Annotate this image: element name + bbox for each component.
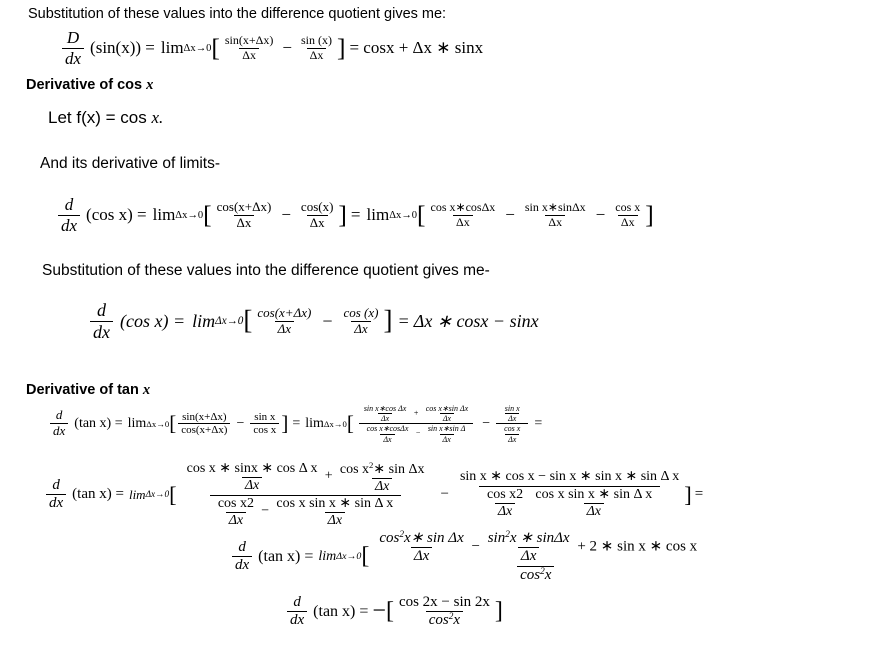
limit-operator: lim [128, 486, 146, 502]
fraction-cosx-sindx: $\frac{\text{cos x∗sin Δx}}{\Delta x}$ [425, 404, 469, 424]
right-denominator [479, 486, 660, 520]
tan-function-label: (tan x) = [313, 602, 369, 620]
fraction-cos-x-plus-dx: $\frac{\cos(x+\Delta x)}{\Delta x}$ [257, 304, 312, 336]
minus-sign-2: − [505, 205, 515, 225]
plus-sign: + [413, 408, 419, 418]
bracket-close: ] [338, 199, 347, 229]
fraction-sin-x: $\frac{\sin (x)}{\Delta x}$ [300, 32, 332, 62]
left-denominator [210, 495, 401, 529]
equation-sin-derivative [60, 28, 483, 68]
fraction-sin-x-plus-dx: $\frac{\sin(x+\Delta x)}{\Delta x}$ [224, 32, 274, 62]
heading-derivative-tan [26, 382, 150, 399]
fraction-sin2x-sindx: $\frac{\sin 2x ∗ \sin\Delta x}{\Delta x}$ [485, 530, 573, 566]
plus-sign: + [324, 468, 333, 484]
d-dx-fraction: $\frac{d}{dx}$ [46, 477, 66, 513]
equals-sign-end: = [534, 415, 543, 431]
tan-function-label: (tan x) = [74, 415, 123, 431]
compound-denominator [359, 423, 474, 443]
let-statement [48, 108, 163, 128]
minus-sign: − [282, 38, 292, 58]
fraction-sin-over-cos-shifted: $\frac{\sin(x+\Delta x)}{\cos(x+\Delta x)}$ [178, 411, 230, 437]
let-text: Let f(x) = cos [48, 108, 147, 127]
equation-tan-step1 [48, 404, 542, 444]
final-numerator [371, 530, 700, 566]
tan-function-label: (tan x) = [258, 547, 314, 565]
fraction-sinx-sind: $\frac{\text{sin x∗sin Δ}}{\Delta x}$ [427, 424, 466, 444]
minus-sign: − [471, 538, 480, 555]
sin-function-label: (sin(x)) = [90, 38, 155, 58]
limit-subscript: Δx→0 [145, 489, 170, 500]
bracket-close: ] [383, 305, 393, 336]
fraction-cos2x-sindx: $\frac{\text{cos2x∗ sin Δx}}{\Delta x}$ [376, 530, 466, 566]
minus-sign: − [322, 310, 333, 331]
right-numerator: sin x ∗ cos x − sin x ∗ sin x ∗ sin Δ x [459, 469, 680, 485]
minus-sign-2: − [482, 415, 491, 431]
final-denominator: cos2x [426, 611, 463, 629]
compound-fraction-right [457, 469, 682, 519]
minus-bracket-open: −[ [372, 598, 394, 625]
compound-fraction-final [371, 530, 700, 584]
left-numerator [179, 460, 433, 495]
bracket-open-2: [ [417, 199, 426, 229]
fraction-cos-x-plus-dx: $\frac{\cos(x+\Delta x)}{\Delta x}$ [216, 198, 272, 230]
fraction-cosx-sinx-sindx-2: $\frac{\text{cos x sin x ∗ sin Δ x}}{\Delta x}$ [535, 486, 653, 519]
bracket-open-2: [ [346, 411, 354, 436]
bracket-close: ] [494, 598, 503, 625]
limit-subscript: Δx→0 [183, 42, 212, 54]
fraction-sinx-cosdx: $\frac{\text{sin x∗cos Δx}}{\Delta x}$ [363, 404, 407, 424]
intro-text: Substitution of these values into the difference quotient gives me: [28, 6, 447, 22]
final-denominator: cos2x [517, 566, 554, 584]
d-dx-fraction: $\frac{d}{dx}$ [50, 408, 68, 439]
limit-subscript-2: Δx→0 [323, 418, 347, 429]
limit-subscript: Δx→0 [215, 315, 244, 328]
fraction-sinx-sindx: $\frac{\text{sin x∗sinΔx}}{\Delta x}$ [524, 199, 586, 229]
limit-operator: lim [192, 310, 216, 331]
equation-tan-step2 [44, 460, 703, 529]
minus-sign-middle: − [440, 486, 449, 503]
bracket-open: [ [211, 32, 220, 62]
limit-subscript: Δx→0 [175, 209, 204, 221]
fraction-cosx2-dx-2: $\frac{\text{cos x2}}{\Delta x}$ [486, 486, 524, 519]
d-dx-fraction: $\frac{D}{dx}$ [62, 28, 84, 68]
bracket-close: ] [336, 32, 346, 62]
equation-tan-final [285, 594, 503, 630]
compound-fraction-1 [356, 404, 476, 444]
compound2-denominator [496, 423, 528, 443]
cos-squared-term: cos2x∗ sin Δx [379, 530, 464, 547]
tan-function-label: (tan x) = [72, 486, 124, 503]
heading-tan-variable: x [142, 382, 151, 398]
bracket-open: [ [169, 481, 177, 507]
heading-cos-text: Derivative of cos [26, 77, 143, 93]
fraction-cosx-dx: $\frac{\text{cos x}}{\Delta x}$ [504, 424, 521, 444]
bracket-open: [ [203, 199, 212, 229]
d-dx-fraction: $\frac{d}{dx}$ [287, 594, 307, 630]
bracket-close: ] [281, 411, 289, 436]
minus-sign: − [236, 415, 245, 431]
d-dx-fraction: $\frac{d}{dx}$ [58, 195, 80, 235]
cos-result: = Δx ∗ cosx − sinx [397, 310, 539, 331]
plus-remainder: + 2 ∗ sin x ∗ cos x [577, 538, 698, 555]
equals-sign-end: = [694, 486, 704, 503]
minus-sign-3: − [595, 205, 606, 225]
d-dx-fraction: $\frac{d}{dx}$ [232, 539, 252, 575]
compound2-numerator [497, 404, 528, 423]
equation-cos-expansion [56, 195, 654, 235]
bracket-open: [ [169, 411, 177, 436]
fraction-cosx2-dx: $\frac{\text{cos x2}}{\Delta x}$ [217, 495, 255, 529]
limit-operator-2: lim [305, 415, 324, 431]
d-dx-fraction: $\frac{d}{dx}$ [90, 300, 113, 342]
equals-sign: = [292, 415, 301, 431]
compound-numerator [356, 404, 476, 423]
bracket-close-2: ] [645, 199, 654, 229]
minus-sign-inner: − [261, 503, 270, 519]
fraction-cosx-cosdx: $\frac{\text{cos x∗cosΔx}}{\Delta x}$ [366, 424, 409, 444]
heading-cos-variable: x [146, 77, 154, 93]
limit-operator: lim [318, 548, 337, 564]
limit-operator: lim [152, 205, 176, 225]
cos-function-label: (cos x) = [86, 205, 147, 225]
limit-operator: lim [160, 38, 184, 58]
bracket-open: [ [243, 305, 253, 336]
fraction-sinx-dx: $\frac{\text{sin x}}{\Delta x}$ [504, 404, 520, 424]
compound-fraction-left [179, 460, 433, 529]
cos-squared-sin-term: cos x2∗ sin Δx [339, 460, 425, 477]
sin-squared-term: sin2x ∗ sinΔx [487, 530, 570, 547]
fraction-cos2x-sindx: $\frac{\text{cos x2∗ sin Δx}}{\Delta x}$ [337, 460, 428, 495]
fraction-final-result: $\frac{\cos 2x - \sin 2x}{\cos 2x}$ [398, 594, 490, 629]
let-variable: x. [151, 108, 164, 127]
bracket-close: ] [684, 481, 692, 507]
heading-derivative-cos [26, 77, 153, 94]
limit-operator-2: lim [366, 205, 390, 225]
limit-operator: lim [127, 415, 147, 431]
heading-tan-text: Derivative of tan [26, 382, 139, 398]
equation-tan-step3 [230, 530, 702, 584]
equation-cos-result [88, 300, 539, 342]
fraction-sin-over-cos: $\frac{\text{sin x}}{\text{cos x}}$ [250, 411, 279, 437]
minus-sign-inner: − [415, 428, 421, 438]
fraction-cosx-sinx-sindx: $\frac{\text{cos x sin x ∗ sin Δ x}}{\Delta x}$ [276, 495, 394, 529]
derivative-limits-text: And its derivative of limits- [40, 155, 221, 172]
substitution-text-2: Substitution of these values into the difference quotient gives me- [42, 262, 490, 279]
limit-subscript: Δx→0 [146, 418, 170, 429]
fraction-cosx: $\frac{\text{cos x}}{\Delta x}$ [615, 199, 641, 229]
fraction-cos-x: $\frac{\cos (x)}{\Delta x}$ [343, 304, 379, 336]
limit-subscript: Δx→0 [336, 551, 362, 563]
cos-function-label: (cos x) = [120, 310, 186, 331]
fraction-cosx-sinx-cosdx: $\frac{\text{cos x ∗ sinx ∗ cos Δ x}}{\Delta x}$ [186, 460, 318, 493]
minus-sign: − [281, 205, 291, 225]
fraction-cos-x: $\frac{\cos(x)}{\Delta x}$ [300, 198, 334, 230]
equals-sign: = [350, 205, 361, 225]
compound-fraction-2 [496, 404, 528, 444]
sin-result: = cosx + Δx ∗ sinx [349, 38, 484, 58]
fraction-cosx-cosdx: $\frac{\text{cos x∗cosΔx}}{\Delta x}$ [430, 199, 496, 229]
bracket-open: [ [361, 543, 370, 570]
limit-subscript-2: Δx→0 [389, 209, 418, 221]
